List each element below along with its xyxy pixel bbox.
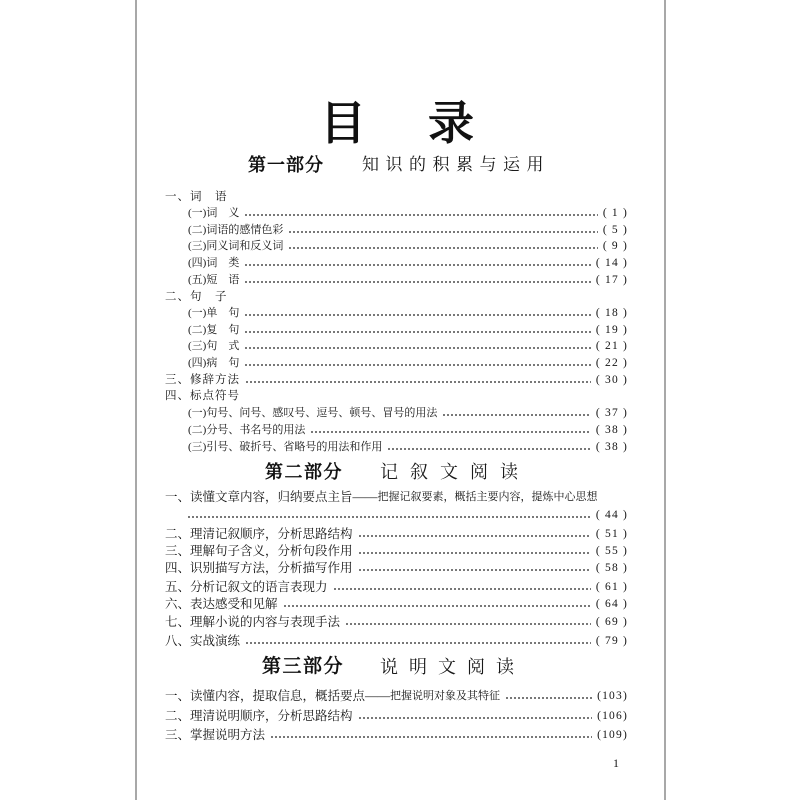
toc-entry-page: ( 9 ) <box>602 240 628 252</box>
toc-entry-label: 二、理清说明顺序，分析思路结构 <box>165 709 353 723</box>
dot-leader <box>388 447 591 451</box>
toc-entry-page: ( 18 ) <box>595 307 628 319</box>
dot-leader <box>289 246 598 250</box>
toc-entry-page: ( 21 ) <box>595 340 628 352</box>
toc-entry <box>165 579 628 595</box>
dot-leader <box>346 622 591 626</box>
toc-entry-page: ( 17 ) <box>595 274 628 286</box>
toc-entry-page: ( 61 ) <box>595 581 628 593</box>
page-edge-right <box>664 0 666 800</box>
dot-leader <box>245 213 598 217</box>
dot-leader <box>334 587 591 591</box>
toc-entry <box>188 422 628 438</box>
toc-entry <box>188 238 628 254</box>
toc-entry-page: ( 51 ) <box>595 528 628 540</box>
toc-entry <box>188 305 628 321</box>
toc-entry-page: ( 5 ) <box>602 224 628 236</box>
toc-entry-page: ( 38 ) <box>595 441 628 453</box>
part-3-label: 第三部分 <box>262 656 345 677</box>
toc-entry <box>188 439 628 455</box>
toc-entry-label: 三、修辞方法 <box>165 374 240 386</box>
part-2-label: 第二部分 <box>265 462 343 482</box>
dot-leader <box>245 280 591 284</box>
toc-entry-label: 五、分析记叙文的语言表现力 <box>165 580 328 594</box>
toc-entry-page: (109) <box>597 729 628 741</box>
toc-entry-label: (一)单 句 <box>188 307 240 319</box>
page-edge-left <box>135 0 137 800</box>
toc-entry <box>165 372 628 388</box>
toc-entry <box>188 272 628 288</box>
dot-leader <box>289 230 598 234</box>
toc-entry <box>165 614 628 630</box>
toc-entry-label: 七、理解小说的内容与表现手法 <box>165 615 341 629</box>
toc-entry <box>188 222 628 238</box>
toc-entry-label: 六、表达感受和见解 <box>165 597 278 611</box>
toc-entry-page: ( 1 ) <box>602 207 628 219</box>
toc-entry <box>188 205 628 221</box>
toc-entry <box>188 355 628 371</box>
toc-entry <box>188 405 628 421</box>
toc-entry-subtitle: 把握记叙要素，概括主要内容，提炼中心思想 <box>377 491 598 503</box>
dot-leader <box>245 346 591 350</box>
toc-entry-page: ( 55 ) <box>595 545 628 557</box>
dot-leader <box>359 551 591 555</box>
toc-entry <box>165 727 628 743</box>
toc-entry <box>188 255 628 271</box>
toc-entry <box>165 633 628 649</box>
toc-entry-subtitle: 把握说明对象及其特征 <box>390 690 501 702</box>
toc-entry-label: 一、读懂内容，提取信息，概括要点—— <box>165 689 391 703</box>
toc-entry-label: 四、标点符号 <box>165 390 240 402</box>
toc-entry-label: (一)词 义 <box>188 207 240 219</box>
toc-entry-label: 一、词 语 <box>165 191 228 203</box>
toc-entry-label: (二)分号、书名号的用法 <box>188 424 306 436</box>
toc-entry <box>165 289 628 305</box>
toc-entry-page: ( 19 ) <box>595 324 628 336</box>
toc-entry-label: (四)词 类 <box>188 257 240 269</box>
dot-leader <box>359 568 591 572</box>
toc-entry <box>188 322 628 338</box>
dot-leader <box>245 363 591 367</box>
toc-entry <box>165 708 628 724</box>
toc-entry-label: 八、实战演练 <box>165 634 241 648</box>
toc-entry-page: ( 64 ) <box>595 598 628 610</box>
toc-entry-label: 三、掌握说明方法 <box>165 728 266 742</box>
toc-entry-continuation <box>188 507 628 523</box>
toc-entry-page: ( 14 ) <box>595 257 628 269</box>
dot-leader <box>506 696 592 700</box>
dot-leader <box>359 716 593 720</box>
toc-entry-page: ( 30 ) <box>595 374 628 386</box>
dot-leader <box>284 604 591 608</box>
toc-entry-label: (三)引号、破折号、省略号的用法和作用 <box>188 441 383 453</box>
toc-entry-page: ( 79 ) <box>595 635 628 647</box>
toc-entry-label: (三)同义词和反义词 <box>188 240 284 252</box>
toc-entry-label: (二)词语的感情色彩 <box>188 224 284 236</box>
toc-entry-page: (103) <box>597 690 628 702</box>
toc-entry-label: (三)句 式 <box>188 340 240 352</box>
toc-entry-label: (一)句号、问号、感叹号、逗号、顿号、冒号的用法 <box>188 407 438 419</box>
toc-entry-page: ( 22 ) <box>595 357 628 369</box>
toc-entry-label: (二)复 句 <box>188 324 240 336</box>
toc-entry-label: 二、理清记叙顺序，分析思路结构 <box>165 527 353 541</box>
toc-entry-label: 三、理解句子含义，分析句段作用 <box>165 544 353 558</box>
toc-entry-label: (四)病 句 <box>188 357 240 369</box>
toc-entry-page: ( 69 ) <box>595 616 628 628</box>
dot-leader <box>245 263 591 267</box>
dot-leader <box>246 380 591 384</box>
dot-leader <box>443 413 591 417</box>
toc-entry-label: 四、识别描写方法，分析描写作用 <box>165 561 353 575</box>
toc-entry <box>165 688 628 704</box>
toc-entry <box>165 388 628 404</box>
dot-leader <box>245 330 591 334</box>
dot-leader <box>245 313 591 317</box>
toc-entry-label: 一、读懂文章内容，归纳要点主旨—— <box>165 490 378 504</box>
toc-title: 目 录 <box>320 96 482 150</box>
dot-leader <box>188 515 591 519</box>
dot-leader <box>359 534 591 538</box>
part-3-title: 说明文阅读 <box>380 657 525 677</box>
toc-entry <box>165 489 628 505</box>
toc-entry <box>165 526 628 542</box>
dot-leader <box>271 735 592 739</box>
toc-entry <box>165 543 628 559</box>
toc-entry-page: ( 44 ) <box>595 509 628 521</box>
part-2-title: 记叙文阅读 <box>380 462 530 482</box>
dot-leader <box>246 641 591 645</box>
part-1-label: 第一部分 <box>248 155 324 175</box>
toc-entry-page: (106) <box>597 710 628 722</box>
toc-entry <box>165 560 628 576</box>
dot-leader <box>311 430 591 434</box>
toc-entry <box>165 189 628 205</box>
toc-entry <box>188 338 628 354</box>
page-number: 1 <box>613 756 619 770</box>
part-1-title: 知识的积累与运用 <box>362 155 550 174</box>
toc-entry-label: (五)短 语 <box>188 274 240 286</box>
toc-entry-page: ( 37 ) <box>595 407 628 419</box>
toc-entry-page: ( 58 ) <box>595 562 628 574</box>
toc-entry <box>165 596 628 612</box>
toc-entry-label: 二、句 子 <box>165 291 228 303</box>
toc-entry-page: ( 38 ) <box>595 424 628 436</box>
